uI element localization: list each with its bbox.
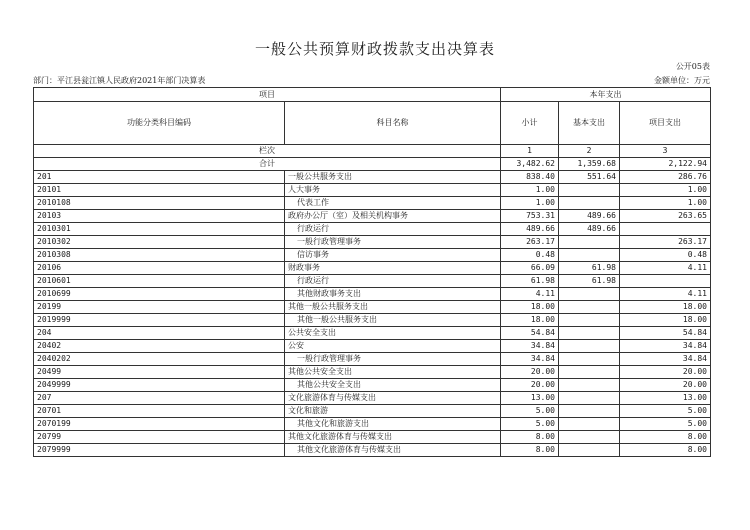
column-index-label: 栏次 (34, 145, 501, 158)
row-name: 一般行政管理事务 (285, 353, 501, 366)
row-basic (559, 444, 620, 457)
table-row (34, 301, 711, 314)
header-row-columns (34, 102, 711, 145)
row-subtotal: 18.00 (501, 314, 559, 327)
row-code: 204 (34, 327, 285, 340)
row-name: 政府办公厅（室）及相关机构事务 (285, 210, 501, 223)
total-label: 合计 (34, 158, 501, 171)
row-basic (559, 288, 620, 301)
row-basic (559, 314, 620, 327)
row-subtotal: 5.00 (501, 405, 559, 418)
row-code: 20106 (34, 262, 285, 275)
row-subtotal: 0.48 (501, 249, 559, 262)
row-project: 54.84 (620, 327, 711, 340)
row-subtotal: 8.00 (501, 431, 559, 444)
row-subtotal: 61.98 (501, 275, 559, 288)
row-name: 行政运行 (285, 223, 501, 236)
page-title: 一般公共预算财政拨款支出决算表 (254, 40, 495, 58)
table-row (34, 366, 711, 379)
row-basic (559, 197, 620, 210)
row-basic (559, 366, 620, 379)
row-code: 201 (34, 171, 285, 184)
row-project: 34.84 (620, 340, 711, 353)
column-index-2: 2 (559, 145, 620, 158)
row-basic (559, 379, 620, 392)
total-basic: 1,359.68 (559, 158, 620, 171)
row-subtotal: 34.84 (501, 353, 559, 366)
table-row (34, 223, 711, 236)
row-project: 20.00 (620, 379, 711, 392)
row-basic (559, 301, 620, 314)
row-basic (559, 340, 620, 353)
row-project: 8.00 (620, 431, 711, 444)
expenditure-table (33, 87, 711, 457)
table-row (34, 197, 711, 210)
row-basic (559, 353, 620, 366)
row-name: 其他一般公共服务支出 (285, 314, 501, 327)
row-name: 一般行政管理事务 (285, 236, 501, 249)
row-code: 2010601 (34, 275, 285, 288)
row-basic: 61.98 (559, 275, 620, 288)
row-name: 其他文化和旅游支出 (285, 418, 501, 431)
row-subtotal: 5.00 (501, 418, 559, 431)
row-name: 公安 (285, 340, 501, 353)
header-item-group: 项目 (34, 88, 501, 102)
row-name: 其他财政事务支出 (285, 288, 501, 301)
row-subtotal: 1.00 (501, 184, 559, 197)
table-row (34, 327, 711, 340)
row-project: 18.00 (620, 314, 711, 327)
row-name: 文化和旅游 (285, 405, 501, 418)
table-row (34, 314, 711, 327)
row-code: 20701 (34, 405, 285, 418)
header-name: 科目名称 (285, 102, 501, 145)
row-subtotal: 1.00 (501, 197, 559, 210)
row-code: 2040202 (34, 353, 285, 366)
header-project: 项目支出 (620, 102, 711, 145)
row-project: 18.00 (620, 301, 711, 314)
row-code: 20402 (34, 340, 285, 353)
table-code: 公开05表 (675, 62, 710, 71)
table-row (34, 184, 711, 197)
row-subtotal: 20.00 (501, 379, 559, 392)
row-code: 20101 (34, 184, 285, 197)
column-index-1: 1 (501, 145, 559, 158)
table-row (34, 353, 711, 366)
row-basic (559, 405, 620, 418)
row-name: 其他一般公共服务支出 (285, 301, 501, 314)
row-subtotal: 13.00 (501, 392, 559, 405)
table-row (34, 379, 711, 392)
row-subtotal: 66.09 (501, 262, 559, 275)
table-row (34, 171, 711, 184)
total-project: 2,122.94 (620, 158, 711, 171)
table-row (34, 392, 711, 405)
row-project (620, 223, 711, 236)
row-name: 其他公共安全支出 (285, 379, 501, 392)
row-code: 2010308 (34, 249, 285, 262)
row-name: 其他文化旅游体育与传媒支出 (285, 444, 501, 457)
unit-label: 金额单位：万元 (654, 76, 710, 85)
header-basic: 基本支出 (559, 102, 620, 145)
row-subtotal: 489.66 (501, 223, 559, 236)
row-project: 286.76 (620, 171, 711, 184)
row-project: 263.65 (620, 210, 711, 223)
table-row (34, 340, 711, 353)
row-basic (559, 184, 620, 197)
row-name: 财政事务 (285, 262, 501, 275)
total-row (34, 158, 711, 171)
row-code: 2010301 (34, 223, 285, 236)
row-project: 13.00 (620, 392, 711, 405)
row-code: 207 (34, 392, 285, 405)
row-code: 20103 (34, 210, 285, 223)
row-subtotal: 54.84 (501, 327, 559, 340)
table-row (34, 444, 711, 457)
table-row (34, 418, 711, 431)
row-project (620, 275, 711, 288)
row-name: 文化旅游体育与传媒支出 (285, 392, 501, 405)
table-row (34, 210, 711, 223)
row-project: 1.00 (620, 197, 711, 210)
row-name: 人大事务 (285, 184, 501, 197)
row-subtotal: 263.17 (501, 236, 559, 249)
row-basic (559, 327, 620, 340)
column-index-3: 3 (620, 145, 711, 158)
row-name: 一般公共服务支出 (285, 171, 501, 184)
row-subtotal: 8.00 (501, 444, 559, 457)
total-subtotal: 3,482.62 (501, 158, 559, 171)
row-basic (559, 249, 620, 262)
row-code: 2079999 (34, 444, 285, 457)
row-basic: 61.98 (559, 262, 620, 275)
header-code: 功能分类科目编码 (34, 102, 285, 145)
row-project: 263.17 (620, 236, 711, 249)
row-project: 0.48 (620, 249, 711, 262)
row-code: 2019999 (34, 314, 285, 327)
row-project: 5.00 (620, 418, 711, 431)
header-row-group (34, 88, 711, 102)
row-code: 2010302 (34, 236, 285, 249)
row-code: 20799 (34, 431, 285, 444)
row-code: 20499 (34, 366, 285, 379)
row-basic (559, 431, 620, 444)
row-name: 其他文化旅游体育与传媒支出 (285, 431, 501, 444)
row-basic (559, 392, 620, 405)
row-name: 信访事务 (285, 249, 501, 262)
row-code: 2049999 (34, 379, 285, 392)
row-project: 8.00 (620, 444, 711, 457)
row-basic (559, 236, 620, 249)
row-basic: 551.64 (559, 171, 620, 184)
row-project: 20.00 (620, 366, 711, 379)
row-project: 4.11 (620, 288, 711, 301)
table-row (34, 431, 711, 444)
row-code: 2010108 (34, 197, 285, 210)
table-row (34, 405, 711, 418)
table-row (34, 288, 711, 301)
row-project: 34.84 (620, 353, 711, 366)
row-subtotal: 20.00 (501, 366, 559, 379)
row-project: 1.00 (620, 184, 711, 197)
table-row (34, 236, 711, 249)
row-name: 行政运行 (285, 275, 501, 288)
row-project: 5.00 (620, 405, 711, 418)
row-subtotal: 753.31 (501, 210, 559, 223)
row-subtotal: 838.40 (501, 171, 559, 184)
table-row (34, 262, 711, 275)
row-subtotal: 34.84 (501, 340, 559, 353)
header-subtotal: 小计 (501, 102, 559, 145)
row-code: 2070199 (34, 418, 285, 431)
department-label: 部门：平江县瓮江镇人民政府2021年部门决算表 (33, 76, 206, 85)
row-basic (559, 418, 620, 431)
column-index-row (34, 145, 711, 158)
row-name: 代表工作 (285, 197, 501, 210)
row-subtotal: 18.00 (501, 301, 559, 314)
row-name: 公共安全支出 (285, 327, 501, 340)
row-project: 4.11 (620, 262, 711, 275)
header-year-group: 本年支出 (501, 88, 711, 102)
row-code: 2010699 (34, 288, 285, 301)
table-row (34, 249, 711, 262)
row-basic: 489.66 (559, 223, 620, 236)
row-subtotal: 4.11 (501, 288, 559, 301)
table-row (34, 275, 711, 288)
row-basic: 489.66 (559, 210, 620, 223)
row-code: 20199 (34, 301, 285, 314)
row-name: 其他公共安全支出 (285, 366, 501, 379)
